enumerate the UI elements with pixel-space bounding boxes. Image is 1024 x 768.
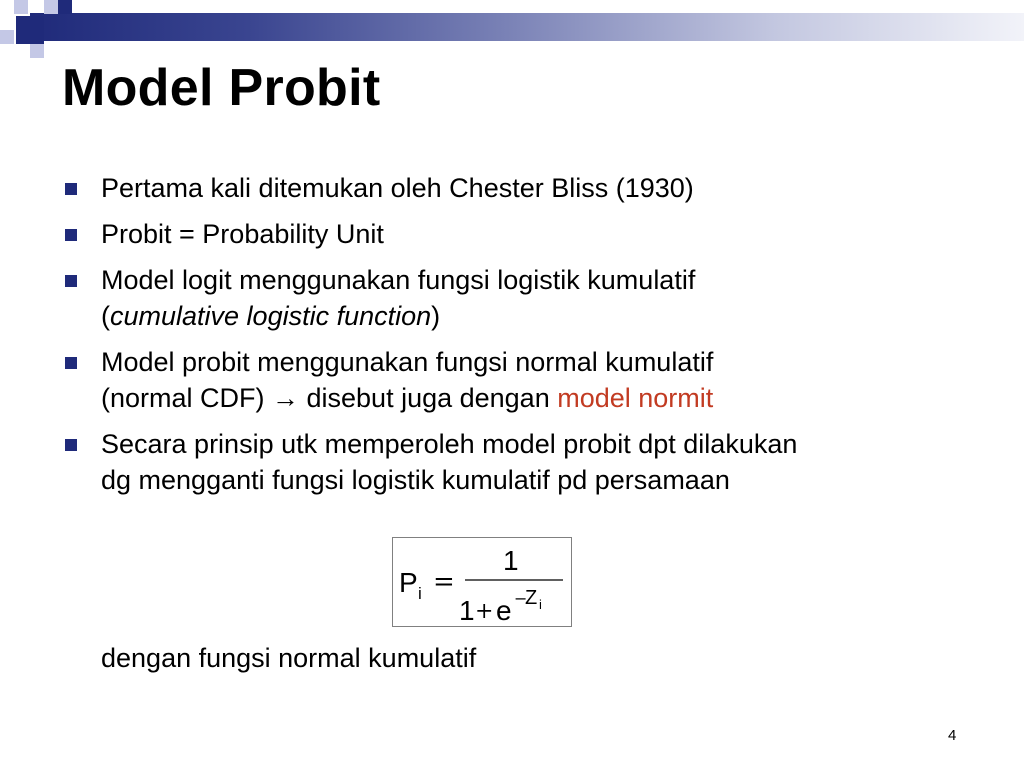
italic-term: cumulative logistic function [110, 301, 432, 331]
formula-numerator: 1 [503, 545, 519, 576]
formula-svg [393, 538, 570, 625]
square-bullet-icon [65, 275, 77, 287]
formula-exponent-minus: − [514, 589, 528, 608]
bullet-item [64, 344, 1004, 416]
paren-open: ( [101, 301, 110, 331]
bullet-text: Secara prinsip utk memperoleh model probit dpt dilakukan [101, 429, 798, 459]
formula-exponent-var: Z [525, 587, 538, 609]
square-bullet-icon [65, 439, 77, 451]
decor-square [30, 44, 44, 58]
bullet-text-continued: dg mengganti fungsi logistik kumulatif pd persamaan [101, 465, 730, 495]
bullet-item [64, 170, 1004, 206]
bullet-text: Probit = Probability Unit [101, 219, 384, 249]
formula-lhs: P [399, 567, 418, 598]
bullet-text: Model logit menggunakan fungsi logistik kumulatif [101, 265, 696, 295]
formula-denominator-one: 1 [459, 595, 475, 625]
bullet-item [64, 262, 1004, 334]
square-bullet-icon [65, 183, 77, 195]
bullet-item [64, 216, 1004, 252]
square-bullet-icon [65, 229, 77, 241]
decor-square [16, 16, 44, 44]
decor-square [44, 0, 58, 14]
bullet-list [64, 170, 1004, 508]
bullet-text: Model probit menggunakan fungsi normal kumulatif [101, 347, 714, 377]
formula-lhs-subscript: i [418, 584, 422, 603]
square-bullet-icon [65, 357, 77, 369]
slide-title: Model Probit [62, 59, 381, 117]
formula-plus: + [475, 599, 494, 624]
highlight-term: model normit [557, 383, 714, 413]
formula-equals: = [433, 567, 455, 597]
bullet-text-continued: (normal CDF) → disebut juga dengan [101, 383, 558, 413]
bullet-text: Pertama kali ditemukan oleh Chester Bliss (1930) [101, 173, 694, 203]
header-gradient-band [30, 13, 1024, 41]
decor-square [0, 30, 14, 44]
page-number: 4 [948, 727, 957, 744]
formula-exponent-subscript: i [539, 597, 542, 612]
formula-base: e [496, 595, 512, 625]
decor-square [14, 0, 28, 14]
formula-box [392, 537, 572, 627]
paren-close: ) [431, 301, 441, 331]
formula-caption: dengan fungsi normal kumulatif [101, 643, 477, 673]
decor-square [58, 0, 72, 14]
bullet-item [64, 426, 1004, 498]
